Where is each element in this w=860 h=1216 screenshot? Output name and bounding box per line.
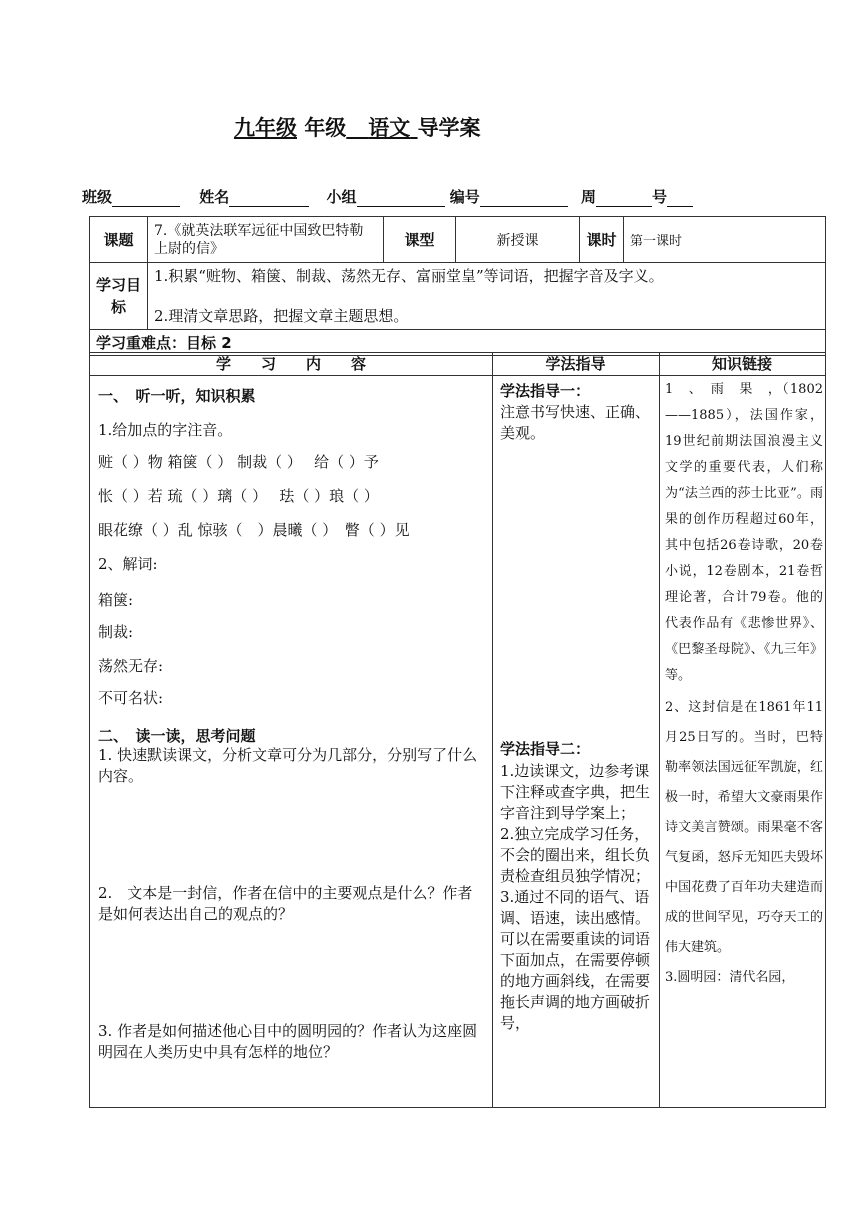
- student-info-line: [82, 186, 842, 207]
- link-2: 2、这封信是在1861年11月25日写的。当时，巴特勒率领法国远征军凯旋，红极一时，希望大文豪雨果作诗文美言赞颂。雨果毫不客气复函，怒斥无知匹夫毁坏中国花费了百年功夫建造而成的世间罕见，巧夺天工的伟大建筑。: [665, 700, 823, 955]
- week-label: 周: [581, 188, 597, 206]
- guide-2-step-2: 2.独立完成学习任务，不会的圈出来，组长负责检查组员独学情况；: [500, 825, 651, 885]
- col-header-link: 知识链接: [659, 353, 825, 376]
- no-label: 号: [652, 188, 668, 206]
- title-grade: 九年级: [234, 116, 297, 140]
- guide-2-step-3: 3.通过不同的语气、语调、语速，读出感情。可以在需要重读的词语下面加点，在需要停顿的地方画斜线，在需要拖长声调的地方画破折号，: [500, 888, 651, 1032]
- pinyin-row-2: 怅（ ）若 琉（ ）璃（ ） 珐（ ）琅（ ）: [98, 487, 379, 505]
- goal-1: 1.积累“赃物、箱箧、制裁、荡然无存、富丽堂皇”等词语，把握字音及字义。: [154, 267, 664, 285]
- pinyin-row-3: 眼花缭（ ）乱 惊骇（ ）晨曦（ ） 瞥（ ）见: [98, 521, 410, 539]
- guide-column: [500, 381, 652, 1032]
- guide-2-title: 学法指导二：: [500, 740, 591, 758]
- group-label: 小组: [326, 188, 357, 206]
- week-field[interactable]: [596, 191, 652, 207]
- column-divider: [659, 353, 660, 1107]
- type-value: 新授课: [456, 217, 580, 263]
- column-divider: [492, 353, 493, 1107]
- link-1: 1 、 雨 果 ，（1802——1885），法国作家，19世纪前期法国浪漫主义文学的重要代表，人们称为“法兰西的莎士比亚”。雨果的创作历程超过60年，其中包括26卷诗歌，20卷小说，12卷剧本，21卷哲理论著，合计79卷。他的代表作品有《悲惨世界》、《巴黎圣母院》、《九三年》等。: [665, 382, 823, 683]
- page-title: [234, 112, 481, 142]
- topic-label: 课题: [90, 217, 148, 263]
- goal-2: 2.理清文章思路，把握文章主题思想。: [154, 307, 409, 325]
- section-2-heading: 二、 读一读，思考问题: [98, 727, 256, 745]
- goals-label: 学习目标: [90, 263, 148, 330]
- pinyin-row-1: 赃（ ）物 箱箧（ ） 制裁（ ） 给（ ）予: [98, 453, 379, 471]
- name-field[interactable]: [229, 191, 309, 207]
- number-label: 编号: [449, 188, 480, 206]
- key-points: 学习重难点：目标 2: [90, 330, 826, 356]
- guide-1-title: 学法指导一：: [500, 382, 591, 400]
- title-subject: 语文: [368, 116, 411, 140]
- word-3: 荡然无存:: [98, 657, 164, 675]
- period-label: 课时: [580, 217, 624, 263]
- word-4: 不可名状:: [98, 689, 164, 707]
- title-grade-suffix: 年级: [304, 116, 347, 140]
- guide-1-text: 注意书写快速、正确、美观。: [500, 403, 651, 442]
- reading-question-2: 2. 文本是一封信，作者在信中的主要观点是什么？作者是如何表达出自己的观点的？: [98, 884, 473, 923]
- title-doc: 导学案: [417, 116, 481, 140]
- goals-cell: [148, 263, 826, 330]
- question-2: 2、解词:: [98, 555, 158, 573]
- name-label: 姓名: [199, 188, 230, 206]
- question-1: 1.给加点的字注音。: [98, 421, 233, 439]
- word-1: 箱箧:: [98, 591, 134, 609]
- type-label: 课型: [384, 217, 456, 263]
- col-header-content: 学 习 内 容: [90, 353, 492, 376]
- group-field[interactable]: [357, 191, 445, 207]
- link-column: [665, 377, 823, 993]
- number-field[interactable]: [480, 191, 568, 207]
- guide-2-step-1: 1.边读课文，边参考课下注释或查字典，把生字音注到导学案上；: [500, 762, 651, 822]
- no-field[interactable]: [667, 191, 693, 207]
- col-header-guide: 学法指导: [492, 353, 659, 376]
- topic-value: 7.《就英法联军远征中国致巴特勒上尉的信》: [148, 217, 384, 263]
- period-value: 第一课时: [624, 217, 826, 263]
- link-3: 3.圆明园：清代名园，: [665, 970, 795, 985]
- class-field[interactable]: [112, 191, 180, 207]
- word-2: 制裁:: [98, 623, 134, 641]
- reading-question-1: 1. 快速默读课文，分析文章可分为几部分，分别写了什么内容。: [98, 746, 478, 785]
- reading-question-3: 3. 作者是如何描述他心目中的圆明园的？作者认为这座圆明园在人类历史中具有怎样的地位？: [98, 1022, 478, 1061]
- class-label: 班级: [82, 188, 113, 206]
- section-1-heading: 一、 听一听，知识积累: [98, 387, 256, 405]
- main-table: [89, 352, 826, 1108]
- header-table: [89, 216, 826, 356]
- guide-2-body: [500, 761, 652, 1034]
